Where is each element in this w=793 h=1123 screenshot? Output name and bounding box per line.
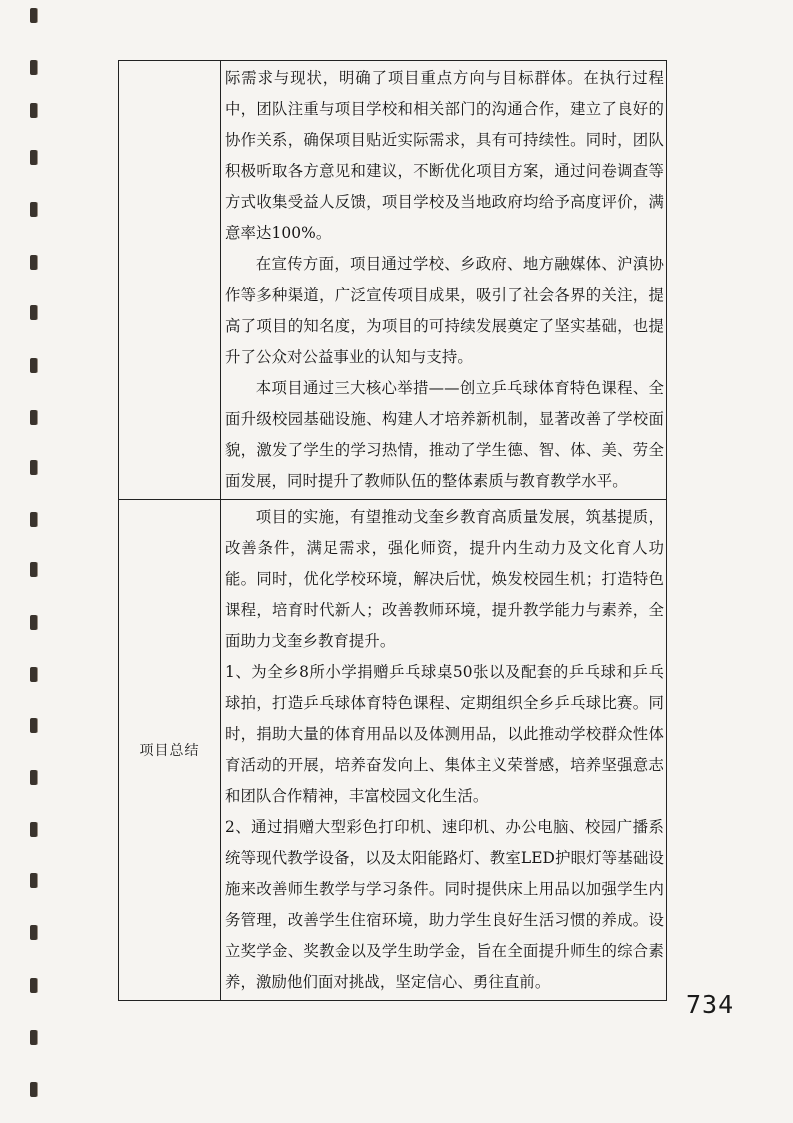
- binder-hole: [30, 512, 37, 527]
- report-table: [118, 60, 667, 1001]
- paragraph: 2、通过捐赠大型彩色打印机、速印机、办公电脑、校园广播系统等现代教学设备，以及太阳能路灯、教室LED护眼灯等基础设施来改善师生教学与学习条件。同时提供床上用品以加强学生内务管理，改善学生住宿环境，助力学生良好生活习惯的养成。设立奖学金、奖教金以及学生助学金，旨在全面提升师生的综合素养，激励他们面对挑战，坚定信心、勇往直前。: [225, 818, 664, 991]
- row-content-cell: [221, 61, 667, 500]
- row-label-cell: [119, 500, 221, 1001]
- binder-hole: [30, 410, 37, 425]
- binder-hole: [30, 822, 37, 837]
- binder-hole: [30, 615, 37, 630]
- binder-hole: [30, 978, 37, 993]
- binder-hole: [30, 873, 37, 888]
- binder-hole: [30, 1082, 37, 1097]
- binder-hole: [30, 8, 37, 23]
- binder-hole: [30, 718, 37, 733]
- binder-hole: [30, 667, 37, 682]
- row-label-cell: [119, 61, 221, 500]
- binder-holes: [30, 0, 42, 1123]
- page-number: 734: [686, 990, 735, 1019]
- row-label-project-summary: 项目总结: [139, 743, 200, 759]
- paragraph: 在宣传方面，项目通过学校、乡政府、地方融媒体、沪滇协作等多种渠道，广泛宣传项目成果，吸引了社会各界的关注，提高了项目的知名度，为项目的可持续发展奠定了坚实基础，也提升了公众对公益事业的认知与支持。: [225, 255, 664, 366]
- binder-hole: [30, 150, 37, 165]
- paragraph: 际需求与现状，明确了项目重点方向与目标群体。在执行过程中，团队注重与项目学校和相关部门的沟通合作，建立了良好的协作关系，确保项目贴近实际需求，具有可持续性。同时，团队积极听取各方意见和建议，不断优化项目方案，通过问卷调查等方式收集受益人反馈，项目学校及当地政府均给予高度评价，满意率达100%。: [225, 69, 664, 242]
- binder-hole: [30, 255, 37, 270]
- binder-hole: [30, 770, 37, 785]
- paragraph: 1、为全乡8所小学捐赠乒乓球桌50张以及配套的乒乓球和乒乓球拍，打造乒乓球体育特色课程、定期组织全乡乒乓球比赛。同时，捐助大量的体育用品以及体测用品，以此推动学校群众性体育活动的开展，培养奋发向上、集体主义荣誉感，培养坚强意志和团队合作精神，丰富校园文化生活。: [225, 663, 664, 805]
- binder-hole: [30, 1030, 37, 1045]
- binder-hole: [30, 562, 37, 577]
- row-content-cell: [221, 500, 667, 1001]
- paragraph: 本项目通过三大核心举措——创立乒乓球体育特色课程、全面升级校园基础设施、构建人才培养新机制，显著改善了学校面貌，激发了学生的学习热情，推动了学生德、智、体、美、劳全面发展，同时提升了教师队伍的整体素质与教育教学水平。: [225, 379, 664, 490]
- table-row: [119, 61, 667, 500]
- binder-hole: [30, 305, 37, 320]
- binder-hole: [30, 202, 37, 217]
- table-row: [119, 500, 667, 1001]
- binder-hole: [30, 460, 37, 475]
- paragraph: 项目的实施，有望推动戈奎乡教育高质量发展，筑基提质，改善条件，满足需求，强化师资，提升内生动力及文化育人功能。同时，优化学校环境，解决后忧，焕发校园生机；打造特色课程，培育时代新人；改善教师环境，提升教学能力与素养，全面助力戈奎乡教育提升。: [225, 508, 664, 650]
- binder-hole: [30, 925, 37, 940]
- binder-hole: [30, 60, 37, 75]
- binder-hole: [30, 358, 37, 373]
- binder-hole: [30, 103, 37, 118]
